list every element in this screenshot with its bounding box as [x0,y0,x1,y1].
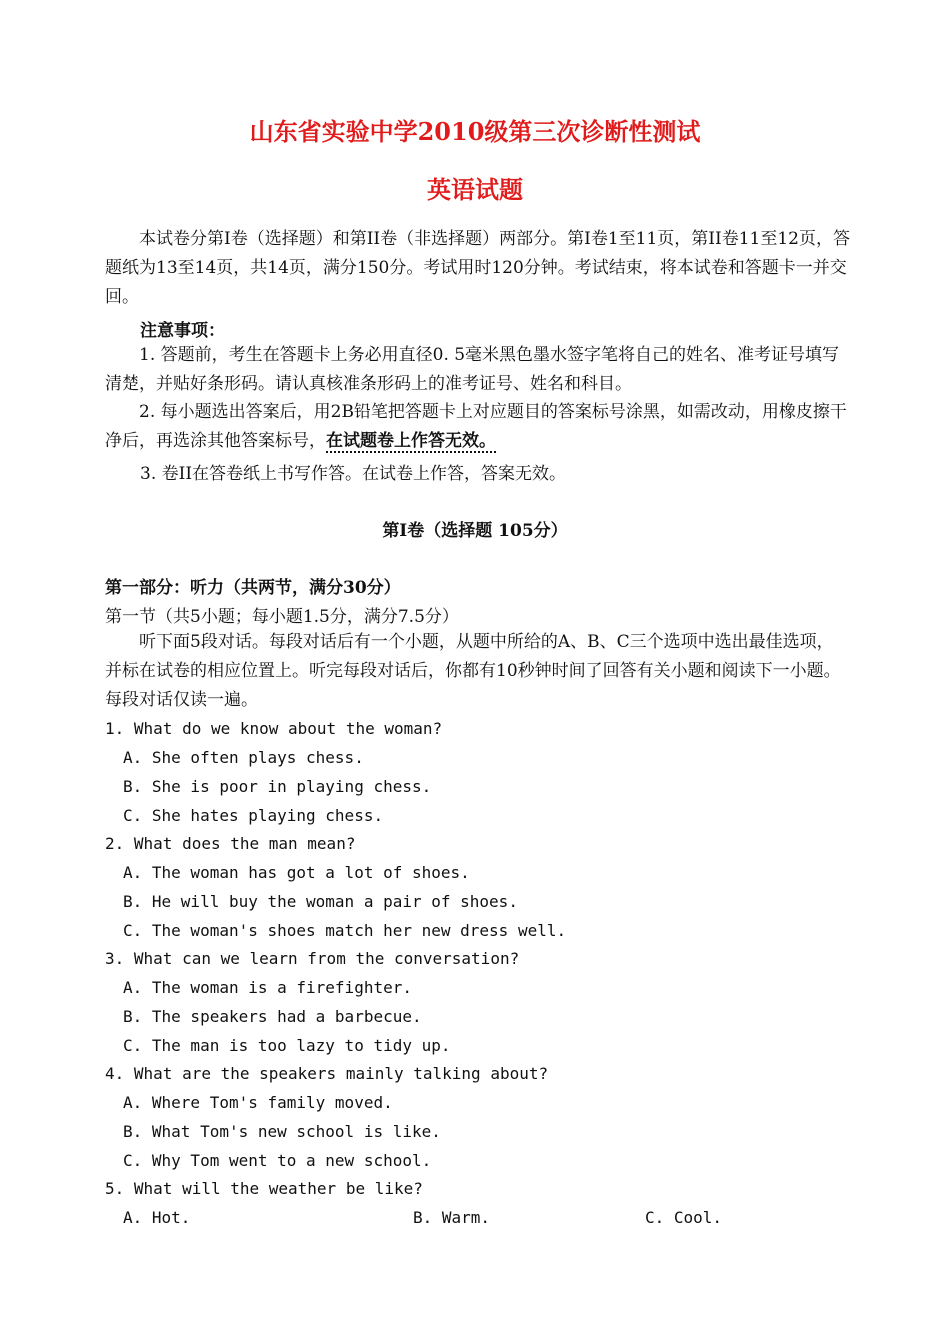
q2-option-c: C. The woman's shoes match her new dress well. [123,921,567,940]
notice-item-2-text: 2. 每小题选出答案后，用2B铅笔把答题卡上对应题目的答案标号涂黑，如需改动，用橡皮擦干净后，再选涂其他答案标号， [105,402,847,451]
question-1: 1. What do we know about the woman? [105,719,443,738]
q5-option-b: B. Warm. [413,1208,491,1227]
intro-paragraph: 本试卷分第I卷（选择题）和第II卷（非选择题）两部分。第I卷1至11页，第II卷11至12页，答题纸为13至14页，共14页，满分150分。考试用时120分钟。考试结束，将本试卷和答题卡一并交回。 [105,229,851,307]
question-4: 4. What are the speakers mainly talking about? [105,1064,549,1083]
q2-option-b: B. He will buy the woman a pair of shoes. [123,892,518,911]
exam-subtitle: 英语试题 [427,175,523,204]
question-2: 2. What does the man mean? [105,834,356,853]
part1-instructions: 听下面5段对话。每段对话后有一个小题，从题中所给的A、B、C三个选项中选出最佳选项，并标在试卷的相应位置上。听完每段对话后，你都有10秒钟时间了回答有关小题和阅读下一小题。每段对话仅读一遍。 [105,632,841,710]
notice-item-3: 3. 卷II在答卷纸上书写作答。在试卷上作答，答案无效。 [140,464,567,484]
exam-title: 山东省实验中学2010级第三次诊断性测试 [249,117,701,146]
q4-option-a: A. Where Tom's family moved. [123,1093,393,1112]
q1-option-b: B. She is poor in playing chess. [123,777,432,796]
q1-option-c: C. She hates playing chess. [123,806,384,825]
q5-option-c: C. Cool. [645,1208,723,1227]
part1-subheading: 第一节（共5小题；每小题1.5分，满分7.5分） [105,607,459,627]
notice-item-2-emphasis: 在试题卷上作答无效。 [326,431,496,451]
q4-option-b: B. What Tom's new school is like. [123,1122,441,1141]
question-3: 3. What can we learn from the conversation? [105,949,520,968]
q2-option-a: A. The woman has got a lot of shoes. [123,863,470,882]
q4-option-c: C. Why Tom went to a new school. [123,1151,432,1170]
q5-option-a: A. Hot. [123,1208,191,1227]
q3-option-b: B. The speakers had a barbecue. [123,1007,422,1026]
q3-option-a: A. The woman is a firefighter. [123,978,412,997]
section-title: 第I卷（选择题 105分） [382,521,568,541]
notice-item-1: 1. 答题前，考生在答题卡上务必用直径0. 5毫米黑色墨水签字笔将自己的姓名、准考证号填写清楚，并贴好条形码。请认真核准条形码上的准考证号、姓名和科目。 [105,345,840,394]
question-5: 5. What will the weather be like? [105,1179,423,1198]
part1-heading: 第一部分：听力（共两节，满分30分） [105,578,401,598]
q3-option-c: C. The man is too lazy to tidy up. [123,1036,451,1055]
notice-heading: 注意事项： [140,321,225,341]
q1-option-a: A. She often plays chess. [123,748,364,767]
notice-item-2 [105,398,850,456]
